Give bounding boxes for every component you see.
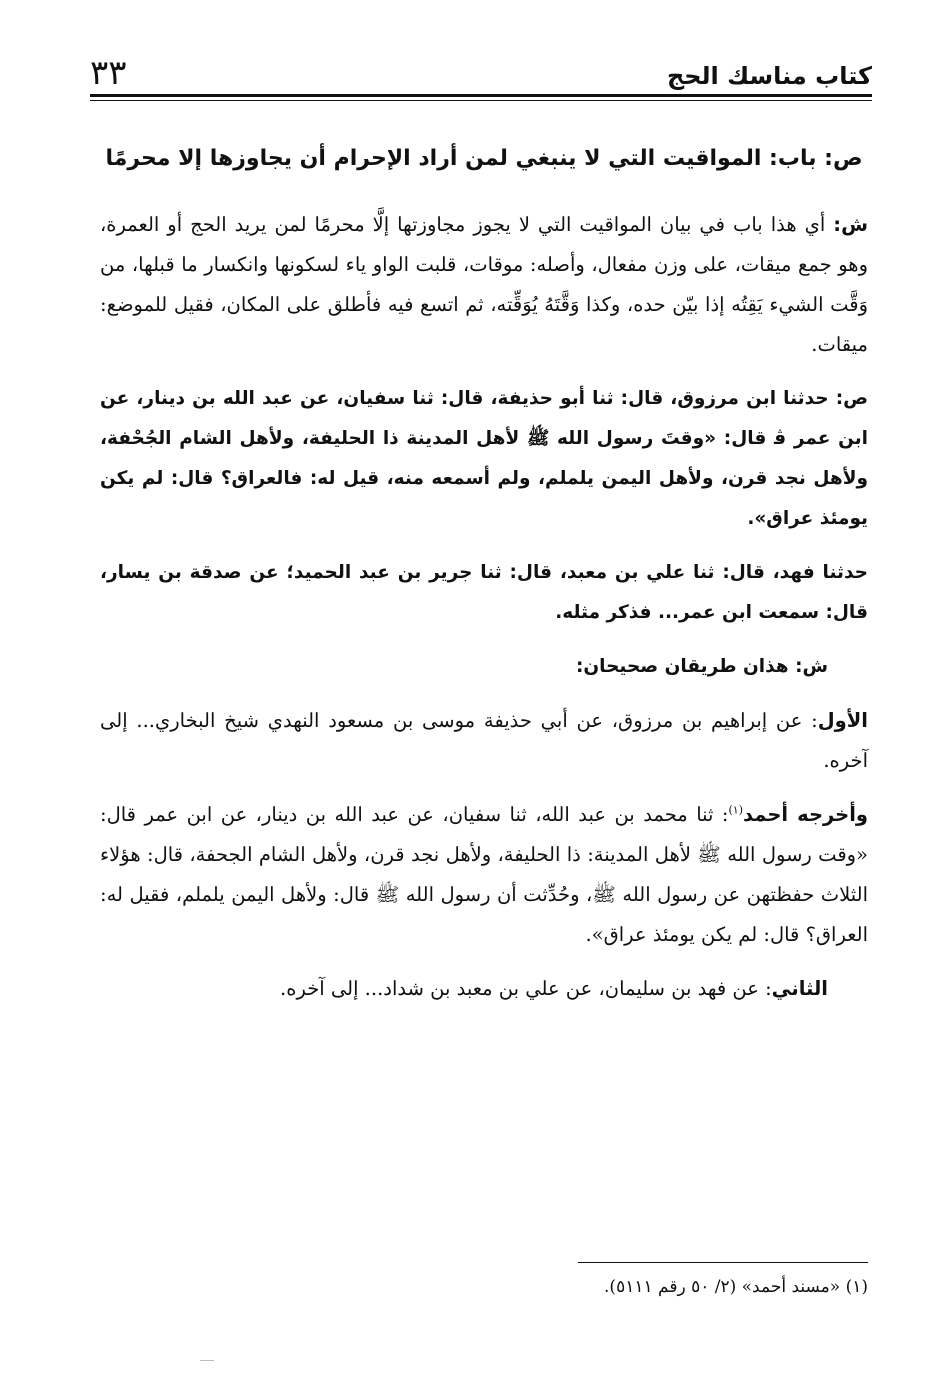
- commentary-heading: ش: هذان طريقان صحيحان:: [575, 656, 828, 677]
- main-text: [100, 135, 868, 1023]
- first-path-label: الأول: [817, 709, 868, 732]
- source-label: وأخرجه أحمد: [743, 803, 868, 826]
- hadith-paragraph-2: حدثنا فهد، قال: ثنا علي بن معبد، قال: ثنا جرير بن عبد الحميد؛ عن صدقة بن يسار، قال: سمعت ابن عمر... فذكر مثله.: [100, 562, 868, 623]
- book-title: كتاب مناسك الحج: [666, 62, 872, 90]
- commentary-paragraph-4: [100, 969, 868, 1009]
- paragraph-text: : عن إبراهيم بن مرزوق، عن أبي حذيفة موسى بن مسعود النهدي شيخ البخاري... إلى آخره.: [100, 709, 868, 772]
- paragraph-text: : عن فهد بن سليمان، عن علي بن معبد بن شداد... إلى آخره.: [280, 977, 772, 1000]
- commentary-marker: ش:: [833, 213, 868, 236]
- paragraph-text: : ثنا محمد بن عبد الله، ثنا سفيان، عن عبد الله بن دينار، عن ابن عمر قال: «وقت رسول الله ﷺ لأهل المدينة: ذا الحليفة، ولأهل نجد قرن، ولأهل الشام الجحفة، قال: هؤلاء الثلاث حفظتهن عن رسول الله ﷺ، وحُدِّثت أن رسول الله ﷺ قال: ولأهل اليمن يلملم، فقيل له: العراق؟ قال: لم يكن يومئذ عراق».: [100, 803, 868, 946]
- header-rule-thin: [90, 100, 872, 101]
- page-header: [90, 42, 872, 92]
- commentary-paragraph-2: [100, 701, 868, 781]
- header-rule-thick: [90, 94, 872, 97]
- paragraph-text: أي هذا باب في بيان المواقيت التي لا يجوز مجاوزتها إلَّا محرمًا لمن يريد الحج أو العمرة، وهو جمع ميقات، على وزن مفعال، وأصله: موقات، قلبت الواو ياء لسكونها وانكسار ما قبلها، من وَقَّت الشيء يَقِتُه إذا بيّن حده، وكذا وَقَّتَهُ يُوَقِّته، ثم اتسع فيه فأطلق على المكان، فقيل للموضع: ميقات.: [100, 213, 868, 356]
- footnote-reference: (١): [728, 803, 743, 817]
- second-path-label: الثاني: [771, 977, 828, 1000]
- footnote: (١) «مسند أحمد» (٢/ ٥٠ رقم ٥١١١).: [604, 1277, 868, 1297]
- footnote-divider: [578, 1262, 868, 1263]
- hadith-paragraph-1: ص: حدثنا ابن مرزوق، قال: ثنا أبو حذيفة، قال: ثنا سفيان، عن عبد الله بن دينار، عن ابن عمر ﭬ قال: «وقتَ رسول الله ﷺ لأهل المدينة ذا الحليفة، ولأهل الشام الجُحْفة، ولأهل نجد قرن، ولأهل اليمن يلملم، ولم أسمعه منه، قيل له: فالعراق؟ قال: لم يكن يومئذ عراق».: [100, 388, 868, 529]
- page-number: ٣٣: [90, 53, 127, 93]
- chapter-heading: ص: باب: المواقيت التي لا ينبغي لمن أراد الإحرام أن يجاوزها إلا محرمًا: [105, 146, 863, 171]
- scan-artifact: [200, 1360, 214, 1361]
- commentary-paragraph-3: [100, 795, 868, 955]
- commentary-paragraph-1: [100, 205, 868, 365]
